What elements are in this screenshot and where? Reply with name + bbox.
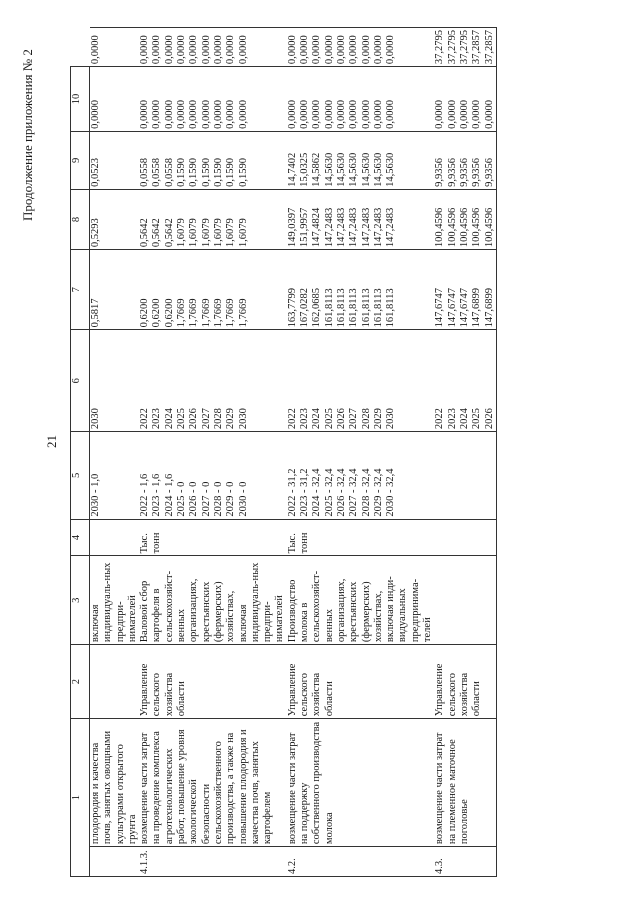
local-value: 0,0000 0,0000 0,0000 0,0000 0,0000 0,0000 0,0000 0,0000 0,0000: [287, 67, 435, 132]
regional-value: 14,7402 15,0325 14,5862 14,5630 14,5630 14,5630 14,5630 14,5630 14,5630: [287, 131, 435, 189]
row-number: 4.3.: [434, 847, 496, 877]
unit: [434, 519, 496, 556]
responsible: [90, 645, 140, 719]
federal-value: 0,5293: [90, 189, 140, 249]
data-table: [70, 27, 497, 877]
target-values: 2030 - 1,0: [90, 432, 140, 519]
total-value: 0,5817: [90, 250, 140, 330]
total-value: 147,6747 147,6747 147,6747 147,6899 147,6899: [434, 250, 496, 330]
unit: Тыс. тонн: [287, 519, 435, 556]
header-col-1: 1: [71, 719, 90, 877]
other-value: 0,0000: [90, 28, 140, 67]
federal-value: 149,0397 151,9957 147,4824 147,2483 147,2483 147,2483 147,2483 147,2483 147,2483: [287, 189, 435, 249]
years: 2030: [90, 330, 140, 432]
years: 2022 2023 2024 2025 2026 2027 2028 2029 2030: [287, 330, 435, 432]
local-value: 0,0000 0,0000 0,0000 0,0000 0,0000: [434, 67, 496, 132]
measure-name: возмещение части затрат на проведение комплекса агротехнологических работ, повышение уровня экологической безопасности сельскохозяйственного производства, а также на повышение плодородия и качества почв, занятых картофелем: [139, 719, 287, 847]
local-value: 0,0000 0,0000 0,0000 0,0000 0,0000 0,0000 0,0000 0,0000 0,0000: [139, 67, 287, 132]
responsible: Управление сельского хозяйства области: [434, 645, 496, 719]
target-values: [434, 432, 496, 519]
unit: [90, 519, 140, 556]
total-value: 0,6200 0,6200 0,6200 1,7669 1,7669 1,7669 1,7669 1,7669 1,7669: [139, 250, 287, 330]
header-col-3: 3: [71, 556, 90, 645]
row-number: 4.2.: [287, 847, 435, 877]
header-col-6: 6: [71, 330, 90, 432]
header-col-7: 7: [71, 250, 90, 330]
row-number: [90, 847, 140, 877]
regional-value: 9,9356 9,9356 9,9356 9,9356 9,9356: [434, 131, 496, 189]
indicator: включая индивидуаль-ных предпри-нимателей: [90, 556, 140, 645]
table-row: [90, 28, 140, 877]
target-values: 2022 - 31,2 2023 - 31,2 2024 - 32,4 2025 - 32,4 2026 - 32,4 2027 - 32,4 2028 - 32,4 2029 - 32,4 2030 - 32,4: [287, 432, 435, 519]
responsible: Управление сельского хозяйства области: [287, 645, 435, 719]
total-value: 163,7799 167,0282 162,0685 161,8113 161,8113 161,8113 161,8113 161,8113 161,8113: [287, 250, 435, 330]
responsible: Управление сельского хозяйства области: [139, 645, 287, 719]
row-number: 4.1.3.: [139, 847, 287, 877]
target-values: 2022 - 1,6 2023 - 1,6 2024 - 1,6 2025 - 0 2026 - 0 2027 - 0 2028 - 0 2029 - 0 2030 - 0: [139, 432, 287, 519]
measure-name: возмещение части затрат на поддержку собственного производства молока: [287, 719, 435, 847]
header-col-8: 8: [71, 189, 90, 249]
rotated-page: [20, 27, 620, 877]
regional-value: 0,0523: [90, 131, 140, 189]
other-value: 0,0000 0,0000 0,0000 0,0000 0,0000 0,0000 0,0000 0,0000 0,0000: [139, 28, 287, 67]
document-title: Продолжение приложения № 2: [20, 49, 35, 221]
other-value: 0,0000 0,0000 0,0000 0,0000 0,0000 0,0000 0,0000 0,0000 0,0000: [287, 28, 435, 67]
federal-value: 100,4596 100,4596 100,4596 100,4596 100,4596: [434, 189, 496, 249]
indicator: Производство молока в сельскохозяйст-венных организациях, крестьянских (фермерских) хозяйствах, включая инди-видуальных предпринима-телей: [287, 556, 435, 645]
header-col-4: 4: [71, 519, 90, 556]
header-col-5: 5: [71, 432, 90, 519]
page-number: 21: [44, 435, 59, 448]
indicator: [434, 556, 496, 645]
header-col-2: 2: [71, 645, 90, 719]
measure-name: возмещение части затрат на племенное маточное поголовье: [434, 719, 496, 847]
years: 2022 2023 2024 2025 2026: [434, 330, 496, 432]
header-row: [71, 28, 90, 877]
table-row: [139, 28, 287, 877]
other-value: 37,2795 37,2795 37,2795 37,2857 37,2857: [434, 28, 496, 67]
unit: Тыс. тонн: [139, 519, 287, 556]
local-value: 0,0000: [90, 67, 140, 132]
years: 2022 2023 2024 2025 2026 2027 2028 2029 2030: [139, 330, 287, 432]
measure-name: плодородия и качества почв, занятых овощными культурами открытого грунта: [90, 719, 140, 847]
federal-value: 0,5642 0,5642 0,5642 1,6079 1,6079 1,6079 1,6079 1,6079 1,6079: [139, 189, 287, 249]
table-row: [434, 28, 496, 877]
header-col-10: 10: [71, 67, 90, 132]
regional-value: 0,0558 0,0558 0,0558 0,1590 0,1590 0,1590 0,1590 0,1590 0,1590: [139, 131, 287, 189]
indicator: Валовой сбор картофеля в сельскохозяйст-венных организациях, крестьянских (фермерских) хозяйствах, включая индивидуаль-ных предпри-нимателей: [139, 556, 287, 645]
table-row: [287, 28, 435, 877]
header-col-9: 9: [71, 131, 90, 189]
